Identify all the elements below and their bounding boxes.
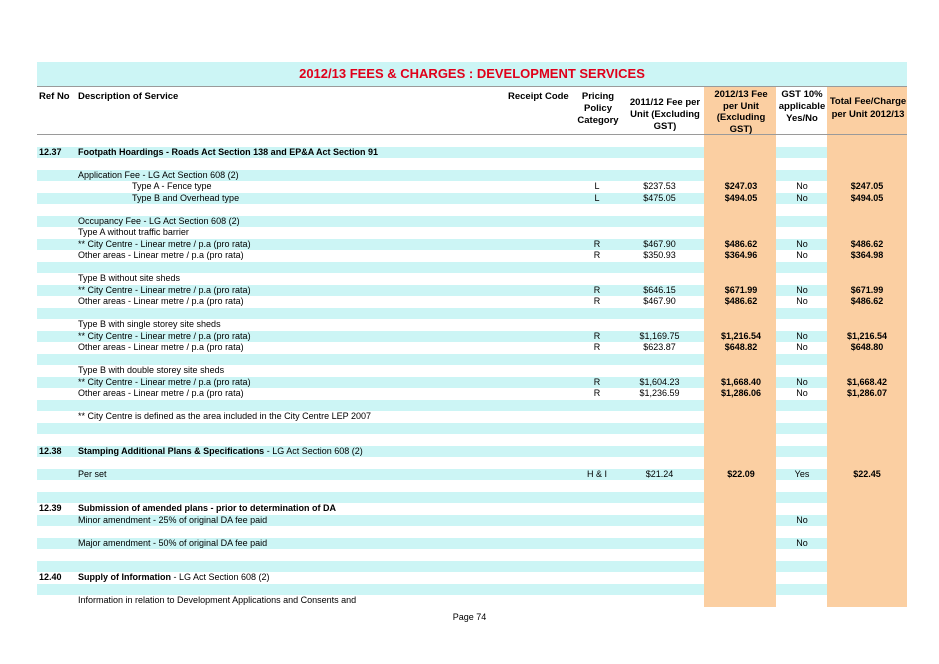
fee-1213-band: [704, 227, 776, 239]
fee-1213-band: [704, 561, 776, 573]
table-row: [37, 181, 907, 193]
fee-1213-band: [704, 492, 776, 504]
fee-2012-13: $247.03: [724, 181, 758, 191]
header-gst: GST 10% applicable Yes/No: [778, 89, 826, 124]
fee-2011-12: $467.90: [643, 238, 676, 249]
description-text: Submission of amended plans - prior to determination of DA: [78, 503, 337, 513]
total-band: [827, 457, 907, 469]
total-band: [827, 595, 907, 607]
description-text: Type B without site sheds: [78, 273, 181, 283]
table-row: [37, 515, 907, 527]
table-row: [37, 446, 907, 458]
gst-applicable: No: [796, 342, 808, 352]
fee-1213-band: [704, 515, 776, 527]
description-text: Other areas - Linear metre / p.a (pro rata): [78, 296, 244, 306]
description: [78, 388, 244, 400]
total-fee: $364.98: [850, 250, 884, 260]
gst-applicable: No: [796, 296, 808, 306]
fee-2012-13: $1,286.06: [720, 388, 762, 398]
table-title: 2012/13 FEES & CHARGES : DEVELOPMENT SERVICES: [37, 62, 907, 87]
gst-applicable: Yes: [794, 468, 810, 479]
total-band: [827, 135, 907, 147]
description-text: Other areas - Linear metre / p.a (pro rata): [78, 250, 244, 260]
table-row: [37, 423, 907, 435]
fee-1213-band: [704, 204, 776, 216]
table-row: [37, 561, 907, 573]
pricing-category: L: [594, 192, 600, 203]
fee-1213-band: [704, 365, 776, 377]
total-band: [827, 561, 907, 573]
description: [78, 319, 221, 331]
total-band: [827, 354, 907, 366]
gst-applicable: No: [796, 192, 808, 203]
total-band: [827, 423, 907, 435]
description: [78, 342, 244, 354]
description: [78, 239, 251, 251]
fee-2011-12: $467.90: [643, 296, 676, 306]
gst-applicable: No: [796, 330, 808, 341]
gst-applicable: No: [796, 376, 808, 387]
description-text: Minor amendment - 25% of original DA fee paid: [78, 514, 268, 525]
fee-2011-12: $623.87: [643, 342, 676, 352]
total-band: [827, 549, 907, 561]
total-band: [827, 273, 907, 285]
description: [78, 250, 244, 262]
total-band: [827, 308, 907, 320]
pricing-category: R: [593, 250, 601, 260]
pricing-category: R: [593, 284, 601, 295]
table-row: [37, 457, 907, 469]
table-row: [37, 480, 907, 492]
fee-1213-band: [704, 400, 776, 412]
header-fee-1112: 2011/12 Fee per Unit (Excluding GST): [629, 97, 701, 132]
header-fee-1213: 2012/13 Fee per Unit (Excluding GST): [714, 89, 768, 135]
table-row: [37, 469, 907, 481]
fee-2011-12: $1,604.23: [639, 376, 680, 387]
description-extra: - LG Act Section 608 (2): [264, 445, 363, 456]
description: [78, 377, 251, 389]
fee-2011-12: $1,236.59: [639, 388, 680, 398]
total-band: [827, 227, 907, 239]
table-row: [37, 377, 907, 389]
fee-1213-band: [704, 549, 776, 561]
description-text: ** City Centre - Linear metre / p.a (pro rata): [78, 330, 251, 341]
fee-1213-band: [704, 457, 776, 469]
fee-1213-band: [704, 158, 776, 170]
total-fee: $648.80: [850, 342, 884, 352]
ref-no: 12.37: [39, 146, 62, 157]
description-text: ** City Centre - Linear metre / p.a (pro rata): [78, 376, 251, 387]
fee-2012-13: $364.96: [724, 250, 758, 260]
table-row: [37, 273, 907, 285]
fee-2011-12: $646.15: [643, 284, 676, 295]
fee-1213-band: [704, 262, 776, 274]
pricing-category: R: [593, 388, 601, 398]
total-fee: $486.62: [850, 238, 884, 249]
fee-1213-band: [704, 411, 776, 423]
ref-no: 12.40: [39, 572, 62, 582]
description: [78, 216, 240, 228]
fee-2012-13: $1,216.54: [720, 330, 762, 341]
total-band: [827, 584, 907, 596]
table-row: [37, 296, 907, 308]
table-header: [37, 87, 907, 135]
total-fee: $1,668.42: [846, 376, 888, 387]
table-row: [37, 572, 907, 584]
table-row: [37, 342, 907, 354]
description: [78, 572, 270, 584]
description-text: Information in relation to Development Applications and Consents and: [78, 595, 357, 605]
description-text: Type A without traffic barrier: [78, 227, 189, 237]
table-row: [37, 354, 907, 366]
fee-2011-12: $350.93: [643, 250, 676, 260]
fee-2012-13: $494.05: [724, 192, 758, 203]
fee-1213-band: [704, 446, 776, 458]
fee-2011-12: $1,169.75: [639, 330, 680, 341]
fee-2012-13: $22.09: [727, 468, 755, 479]
description-text: Type B and Overhead type: [132, 192, 240, 203]
table-row: [37, 538, 907, 550]
gst-applicable: No: [796, 284, 808, 295]
table-row: [37, 400, 907, 412]
total-band: [827, 216, 907, 228]
total-fee: $486.62: [850, 296, 884, 306]
table-row: [37, 526, 907, 538]
gst-applicable: No: [796, 238, 808, 249]
total-fee: $494.05: [850, 192, 884, 203]
total-band: [827, 147, 907, 159]
description-extra: - LG Act Section 608 (2): [171, 572, 270, 582]
table-row: [37, 216, 907, 228]
ref-no: 12.38: [39, 445, 62, 456]
fee-1213-band: [704, 572, 776, 584]
fee-1213-band: [704, 538, 776, 550]
total-fee: $1,286.07: [846, 388, 888, 398]
page-number: Page 74: [452, 612, 487, 622]
total-band: [827, 480, 907, 492]
table-row: [37, 262, 907, 274]
table-row: [37, 584, 907, 596]
table-row: [37, 239, 907, 251]
fee-1213-band: [704, 526, 776, 538]
description-text: Application Fee - LG Act Section 608 (2): [78, 169, 239, 180]
fee-1213-band: [704, 354, 776, 366]
description-text: Other areas - Linear metre / p.a (pro rata): [78, 342, 244, 352]
table-body: [37, 135, 907, 607]
fee-1213-band: [704, 434, 776, 446]
total-band: [827, 411, 907, 423]
fee-1213-band: [704, 480, 776, 492]
description: [78, 503, 336, 515]
gst-applicable: No: [796, 388, 808, 398]
fee-1213-band: [704, 135, 776, 147]
total-band: [827, 503, 907, 515]
table-row: [37, 135, 907, 147]
fee-1213-band: [704, 503, 776, 515]
description-text: Type B with single storey site sheds: [78, 319, 221, 329]
pricing-category: R: [593, 296, 601, 306]
table-row: [37, 193, 907, 205]
total-fee: $671.99: [850, 284, 884, 295]
table-row: [37, 147, 907, 159]
description: [78, 365, 224, 377]
fee-1213-band: [704, 584, 776, 596]
description: [78, 273, 180, 285]
fee-2011-12: $475.05: [643, 192, 676, 203]
total-band: [827, 170, 907, 182]
table-row: [37, 492, 907, 504]
description-text: Per set: [78, 468, 107, 479]
pricing-category: R: [593, 330, 601, 341]
total-band: [827, 158, 907, 170]
table-row: [37, 285, 907, 297]
fee-1213-band: [704, 147, 776, 159]
table-row: [37, 227, 907, 239]
table-row: [37, 158, 907, 170]
table-row: [37, 250, 907, 262]
description: [78, 538, 267, 550]
description: [78, 411, 371, 423]
description: [78, 331, 251, 343]
header-ref: Ref No: [39, 91, 70, 102]
fee-2012-13: $648.82: [724, 342, 758, 352]
table-row: [37, 308, 907, 320]
table-row: [37, 365, 907, 377]
fee-1213-band: [704, 216, 776, 228]
description: [78, 170, 239, 182]
fee-2012-13: $1,668.40: [720, 376, 762, 387]
description-text: ** City Centre - Linear metre / p.a (pro rata): [78, 284, 251, 295]
description-text: Supply of Information: [78, 572, 171, 582]
total-band: [827, 319, 907, 331]
pricing-category: H & I: [586, 468, 607, 479]
description-text: ** City Centre - Linear metre / p.a (pro rata): [78, 238, 251, 249]
description: [78, 296, 244, 308]
total-band: [827, 434, 907, 446]
total-band: [827, 538, 907, 550]
table-row: [37, 595, 907, 607]
description-text: Major amendment - 50% of original DA fee paid: [78, 537, 268, 548]
total-band: [827, 492, 907, 504]
total-band: [827, 526, 907, 538]
fee-1213-band: [704, 595, 776, 607]
header-total: Total Fee/Charge per Unit 2012/13: [829, 96, 907, 120]
description: [78, 515, 267, 527]
description-text: Type B with double storey site sheds: [78, 365, 225, 375]
pricing-category: L: [594, 181, 600, 191]
fees-table: [37, 62, 907, 607]
header-receipt: Receipt Code: [508, 91, 569, 102]
table-row: [37, 434, 907, 446]
description: [78, 595, 356, 607]
gst-applicable: No: [796, 514, 808, 525]
total-band: [827, 262, 907, 274]
fee-1213-band: [704, 308, 776, 320]
description-text: Other areas - Linear metre / p.a (pro rata): [78, 388, 244, 398]
fee-1213-band: [704, 423, 776, 435]
fee-2012-13: $671.99: [724, 284, 758, 295]
fee-1213-band: [704, 273, 776, 285]
total-band: [827, 365, 907, 377]
fee-1213-band: [704, 319, 776, 331]
table-row: [37, 411, 907, 423]
fee-1213-band: [704, 170, 776, 182]
description-text: Footpath Hoardings - Roads Act Section 138 and EP&A Act Section 91: [78, 146, 379, 157]
pricing-category: R: [593, 376, 601, 387]
description: [78, 227, 189, 239]
total-fee: $22.45: [853, 468, 881, 479]
gst-applicable: No: [796, 537, 808, 548]
total-band: [827, 515, 907, 527]
pricing-category: R: [593, 342, 601, 352]
description-text: Stamping Additional Plans & Specifications: [78, 445, 265, 456]
total-fee: $1,216.54: [846, 330, 888, 341]
total-band: [827, 446, 907, 458]
header-desc: Description of Service: [78, 91, 179, 102]
fee-2012-13: $486.62: [724, 238, 758, 249]
description-text: Occupancy Fee - LG Act Section 608 (2): [78, 215, 240, 226]
fee-2011-12: $21.24: [645, 468, 674, 479]
table-row: [37, 549, 907, 561]
table-row: [37, 503, 907, 515]
fee-2011-12: $237.53: [643, 181, 676, 191]
ref-no: 12.39: [39, 503, 62, 513]
total-band: [827, 204, 907, 216]
fee-2012-13: $486.62: [724, 296, 758, 306]
gst-applicable: No: [796, 250, 808, 260]
header-pricing: Pricing Policy Category: [577, 91, 619, 126]
description: [78, 446, 363, 458]
description: [78, 469, 107, 481]
pricing-category: R: [593, 238, 601, 249]
table-row: [37, 319, 907, 331]
description: [78, 147, 378, 159]
table-row: [37, 170, 907, 182]
table-row: [37, 331, 907, 343]
total-fee: $247.05: [850, 181, 884, 191]
table-row: [37, 388, 907, 400]
description: [132, 193, 239, 205]
total-band: [827, 572, 907, 584]
description: [78, 285, 251, 297]
total-band: [827, 400, 907, 412]
description-text: Type A - Fence type: [132, 181, 212, 191]
description-text: ** City Centre is defined as the area included in the City Centre LEP 2007: [78, 411, 372, 421]
gst-applicable: No: [796, 181, 808, 191]
table-row: [37, 204, 907, 216]
description: [132, 181, 212, 193]
